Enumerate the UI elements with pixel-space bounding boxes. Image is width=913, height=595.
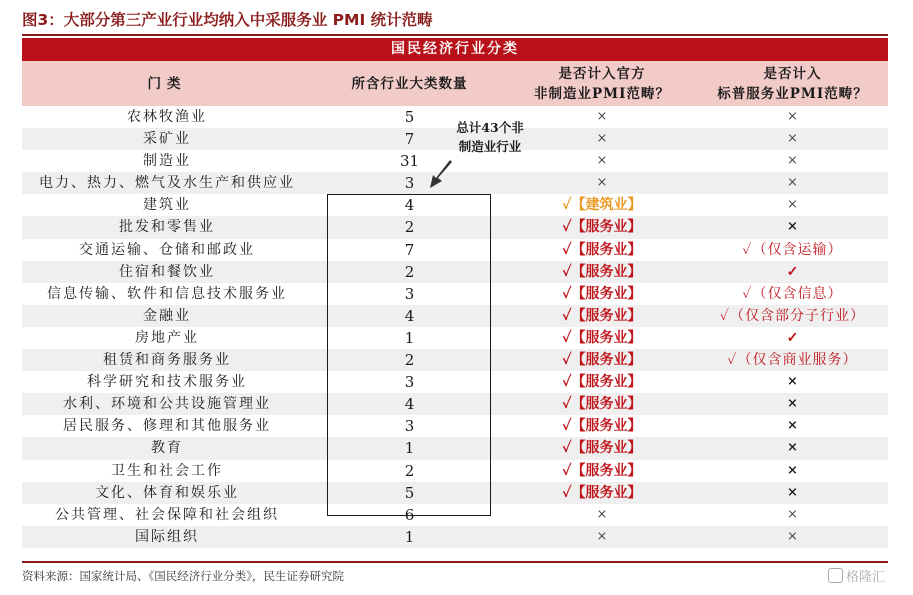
official-pmi-status: × (596, 153, 608, 169)
sp-pmi-status: × (787, 528, 798, 544)
industry-name: 卫生和社会工作 (111, 462, 223, 479)
header-count (312, 61, 507, 106)
sp-pmi-status: × (787, 506, 798, 522)
header-category-label: 门类 (147, 75, 187, 92)
industry-count: 7 (404, 240, 415, 259)
sp-pmi-status: ✓ (786, 263, 799, 280)
sp-pmi-status: × (787, 484, 798, 500)
official-pmi-status: ✓【服务业】 (562, 241, 642, 258)
table-header (22, 61, 888, 106)
header-count-label: 所含行业大类数量 (351, 75, 468, 92)
sp-pmi-status: × (787, 153, 798, 169)
industry-count: 5 (404, 483, 415, 502)
industry-count: 4 (404, 395, 415, 414)
official-pmi-status: ✓【服务业】 (562, 374, 642, 391)
industry-name: 电力、热力、燃气及水生产和供应业 (39, 175, 295, 192)
industry-name: 交通运输、仓储和邮政业 (79, 241, 255, 258)
title-rule (22, 34, 888, 36)
sp-pmi-status: × (787, 396, 798, 412)
industry-count: 2 (404, 351, 415, 370)
industry-name: 信息传输、软件和信息技术服务业 (47, 285, 287, 302)
official-pmi-status: ✓【建筑业】 (562, 197, 642, 214)
sp-pmi-status: × (787, 175, 798, 191)
official-pmi-status: ✓【服务业】 (562, 219, 642, 236)
sp-pmi-status: × (787, 440, 798, 456)
official-pmi-status: ✓【服务业】 (562, 307, 642, 324)
header-sp-line2: 标普服务业PMI范畴？ (717, 85, 868, 102)
industry-name: 租赁和商务服务业 (103, 352, 231, 369)
industry-count: 3 (404, 373, 415, 392)
industry-count: 2 (404, 262, 415, 281)
logo-text: 格隆汇 (846, 570, 886, 585)
industry-name: 住宿和餐饮业 (119, 263, 215, 280)
sp-pmi-status: × (787, 462, 798, 478)
industry-name: 水利、环境和公共设施管理业 (63, 396, 271, 413)
annotation-line1: 总计43个非 (456, 120, 524, 135)
industry-count: 2 (404, 461, 415, 480)
industry-count: 3 (404, 284, 415, 303)
official-pmi-status: × (596, 131, 608, 147)
figure-title: 图3：大部分第三产业行业均纳入中采服务业 PMI 统计范畴 (22, 11, 433, 29)
industry-name: 批发和零售业 (119, 219, 215, 236)
header-sp-line1: 是否计入 (763, 65, 822, 82)
industry-name: 金融业 (143, 307, 191, 324)
down-left-arrow-icon (428, 160, 456, 190)
industry-name: 国际组织 (135, 528, 199, 545)
sp-pmi-status: × (787, 374, 798, 390)
sp-pmi-status: ✓（仅含商业服务） (727, 352, 858, 369)
official-pmi-status: ✓【服务业】 (562, 352, 642, 369)
sp-pmi-status: ✓（仅含信息） (742, 285, 843, 302)
industry-name: 农林牧渔业 (127, 109, 207, 125)
industry-count: 1 (404, 328, 415, 347)
official-pmi-status: ✓【服务业】 (562, 484, 642, 501)
official-pmi-status: × (596, 109, 608, 124)
official-pmi-status: ✓【服务业】 (562, 462, 642, 479)
sp-pmi-status: ✓ (786, 329, 799, 346)
industry-count: 3 (404, 174, 415, 193)
annotation-note (445, 118, 535, 156)
industry-name: 制造业 (143, 153, 191, 170)
header-category (22, 61, 312, 106)
industry-count: 4 (404, 306, 415, 325)
sp-pmi-status: × (787, 197, 798, 213)
industry-name: 采矿业 (143, 131, 191, 148)
official-pmi-status: ✓【服务业】 (562, 440, 642, 457)
official-pmi-status: × (596, 528, 608, 544)
header-sp (697, 61, 888, 106)
bottom-rule (22, 561, 888, 563)
sp-pmi-status: × (787, 131, 798, 147)
industry-name: 科学研究和技术服务业 (87, 374, 247, 391)
industry-name: 教育 (151, 440, 183, 457)
industry-count: 1 (404, 527, 415, 546)
sp-pmi-status: × (787, 418, 798, 434)
header-official-line2: 非制造业PMI范畴？ (534, 85, 670, 102)
header-official (507, 61, 697, 106)
annotation-line2: 制造业行业 (458, 139, 522, 154)
non-manufacturing-box (327, 194, 491, 516)
sp-pmi-status: × (787, 109, 798, 124)
industry-name: 居民服务、修理和其他服务业 (63, 418, 271, 435)
industry-name: 文化、体育和娱乐业 (95, 484, 239, 501)
official-pmi-status: ✓【服务业】 (562, 418, 642, 435)
industry-name: 房地产业 (135, 329, 199, 346)
industry-count: 2 (404, 218, 415, 237)
table-row (22, 526, 888, 548)
industry-count: 4 (404, 196, 415, 215)
official-pmi-status: ✓【服务业】 (562, 285, 642, 302)
official-pmi-status: ✓【服务业】 (562, 329, 642, 346)
industry-count: 3 (404, 417, 415, 436)
official-pmi-status: ✓【服务业】 (562, 396, 642, 413)
industry-name: 公共管理、社会保障和社会组织 (55, 506, 279, 523)
industry-count: 7 (404, 130, 415, 149)
gelonghui-logo-icon (828, 566, 885, 585)
industry-count: 5 (404, 108, 415, 126)
table-banner: 国民经济行业分类 (22, 38, 888, 61)
industry-count: 6 (404, 505, 415, 524)
official-pmi-status: × (596, 175, 608, 191)
official-pmi-status: ✓【服务业】 (562, 263, 642, 280)
sp-pmi-status: ✓（仅含运输） (742, 241, 843, 258)
official-pmi-status: × (596, 506, 608, 522)
industry-name: 建筑业 (143, 197, 191, 214)
sp-pmi-status: × (787, 219, 798, 235)
industry-count: 31 (399, 152, 420, 171)
header-official-line1: 是否计入官方 (558, 65, 646, 82)
industry-count: 1 (404, 439, 415, 458)
sp-pmi-status: ✓（仅含部分子行业） (719, 307, 866, 324)
source-note: 资料来源：国家统计局、《国民经济行业分类》，民生证券研究院 (22, 569, 344, 583)
